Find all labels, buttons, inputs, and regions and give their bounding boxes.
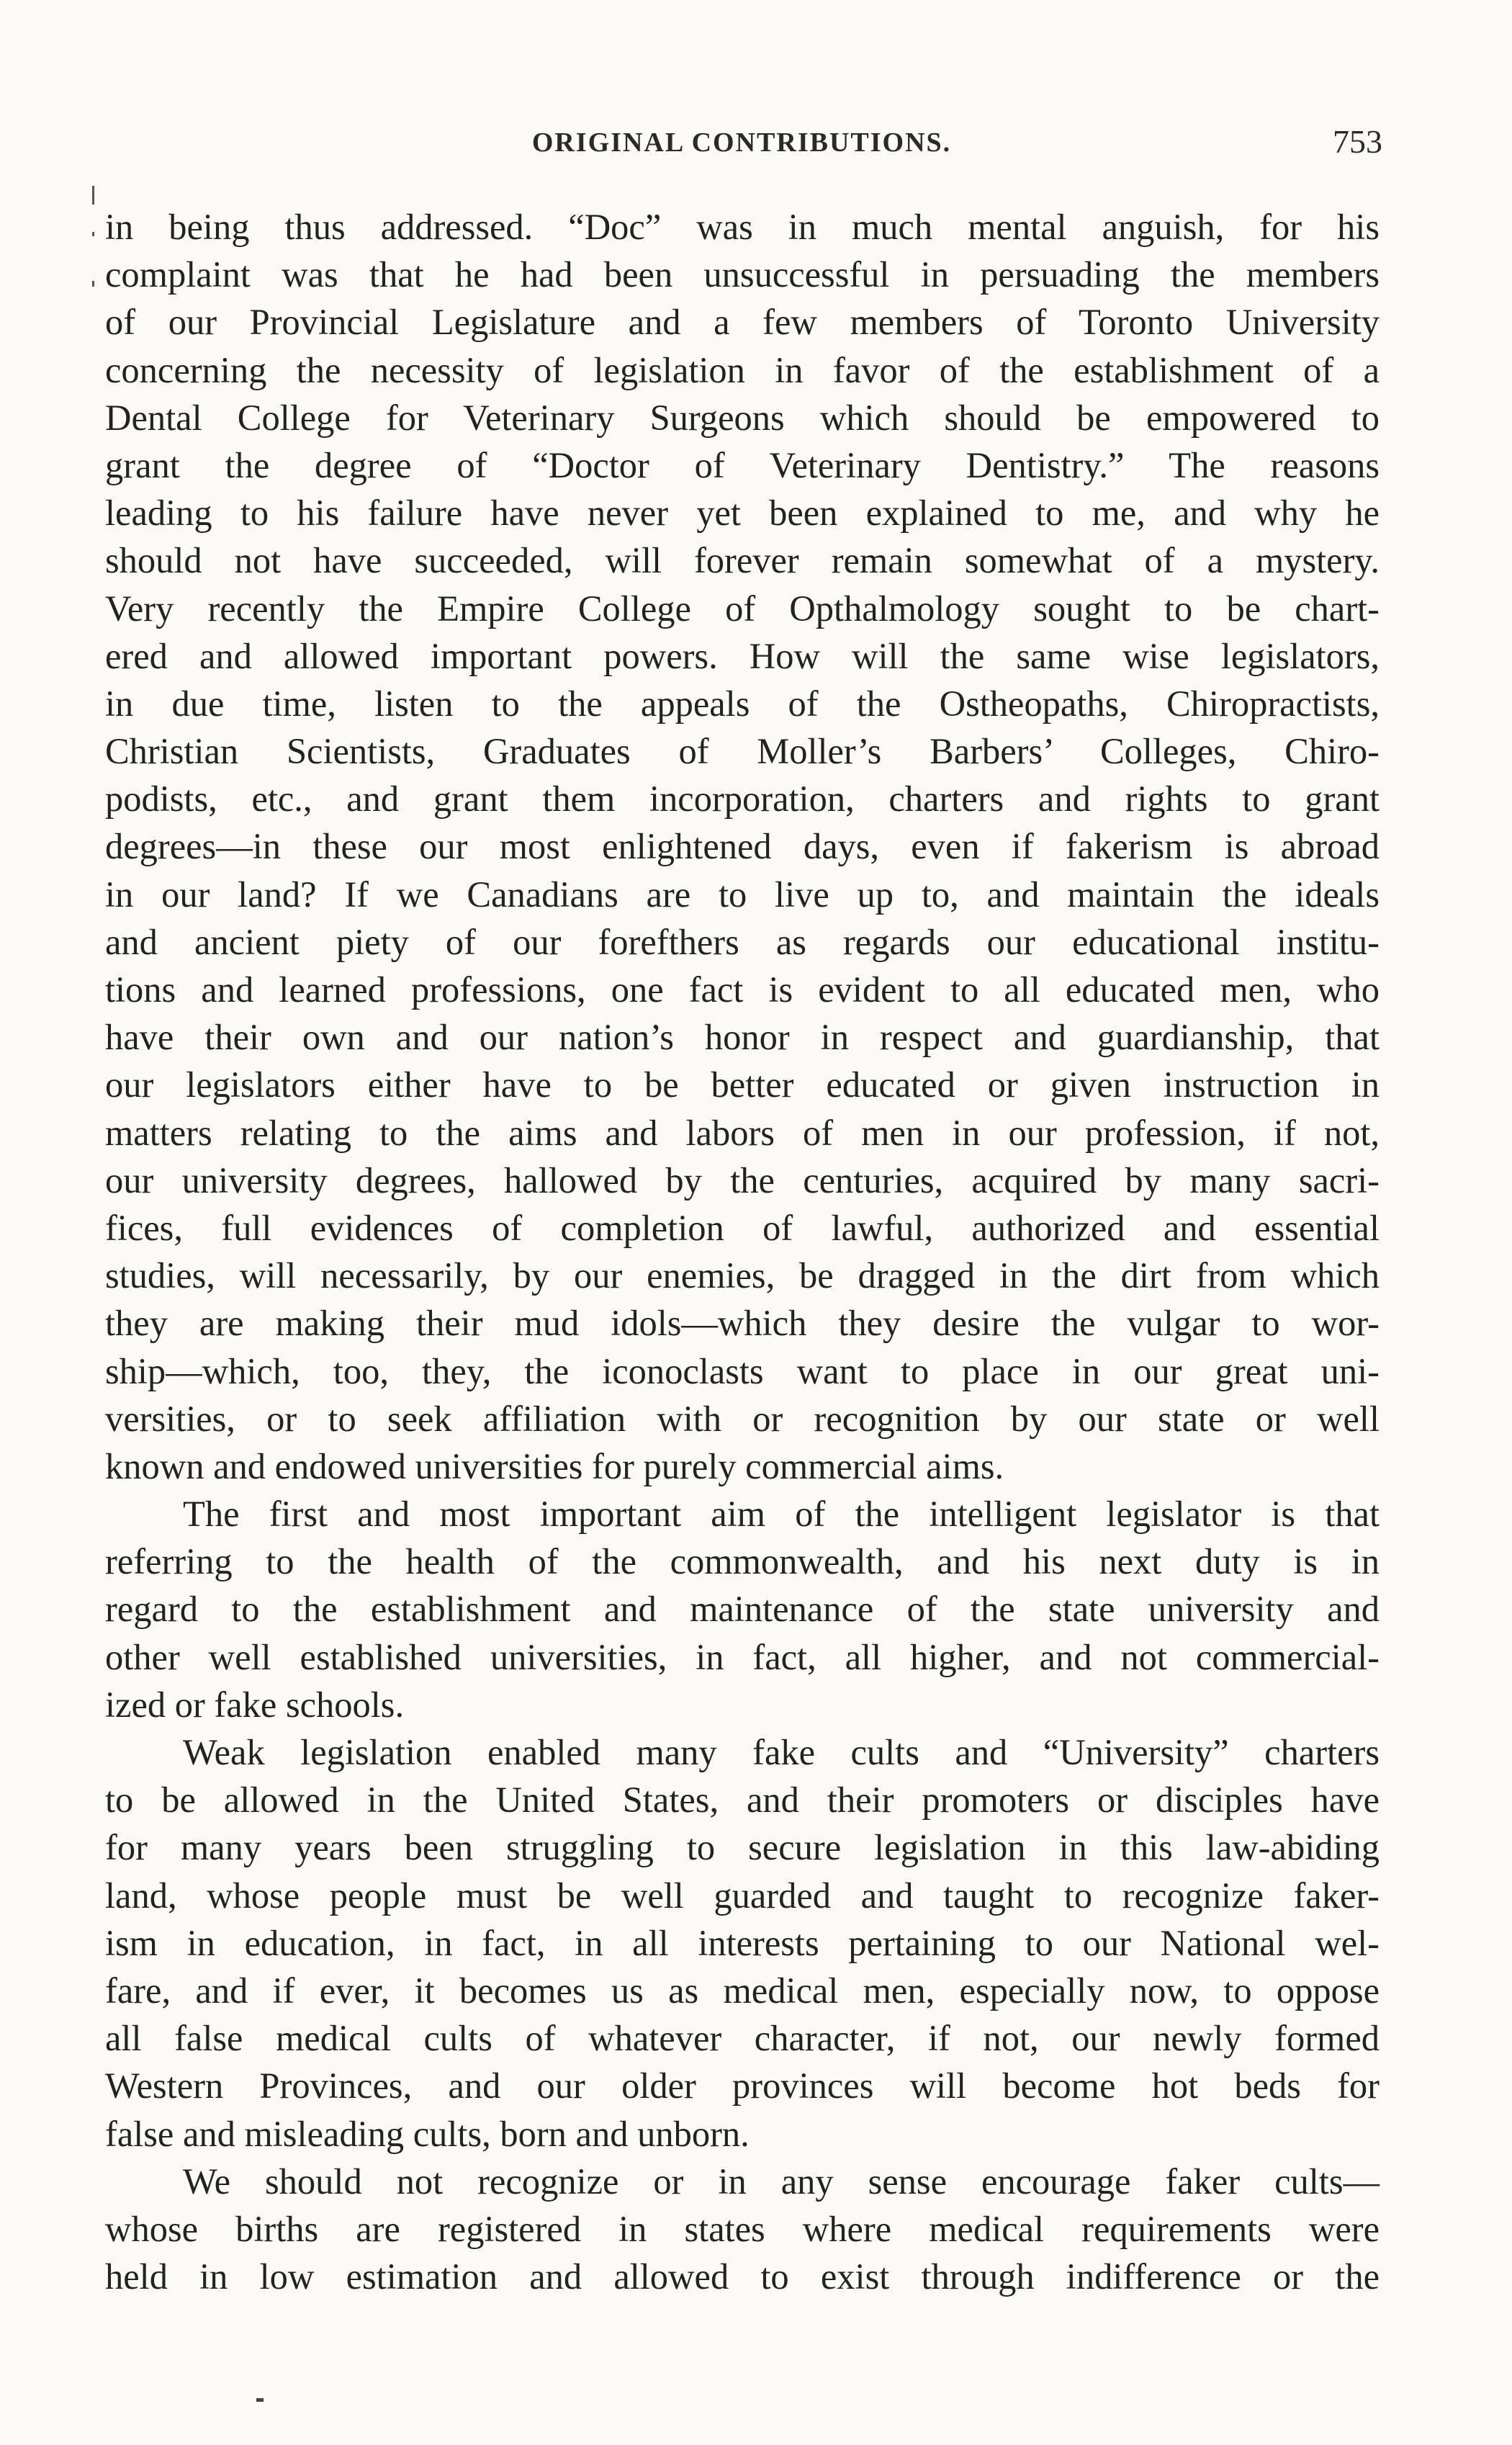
text-line: degrees—in these our most enlightened days, even if fakerism is abroad <box>105 826 1380 867</box>
text-line: of our Provincial Legislature and a few members of Toronto University <box>105 302 1380 343</box>
text-line: our university degrees, hallowed by the centuries, acquired by many sacri- <box>105 1159 1380 1201</box>
text-line: studies, will necessarily, by our enemies, be dragged in the dirt from which <box>105 1255 1380 1296</box>
margin-mark <box>92 232 94 236</box>
text-line: Dental College for Veterinary Surgeons which should be empowered to <box>105 397 1380 438</box>
text-line: Very recently the Empire College of Opthalmology sought to be chart- <box>105 588 1380 629</box>
text-line: have their own and our nation’s honor in respect and guardianship, that <box>105 1017 1380 1058</box>
text-line: for many years been struggling to secure legislation in this law-abiding <box>105 1827 1380 1868</box>
text-line: podists, etc., and grant them incorporation, charters and rights to grant <box>105 779 1380 820</box>
page-number: 753 <box>1333 123 1382 160</box>
margin-mark <box>92 281 94 287</box>
text-line: versities, or to seek affiliation with or recognition by our state or well <box>105 1398 1380 1439</box>
text-line: leading to his failure have never yet been explained to me, and why he <box>105 493 1380 534</box>
running-title: ORIGINAL CONTRIBUTIONS. <box>531 127 952 158</box>
footer-mark <box>256 2398 264 2402</box>
paragraph-first-line: We should not recognize or in any sense encourage faker cults— <box>183 2161 1380 2202</box>
text-line: ered and allowed important powers. How will the same wise legislators, <box>105 635 1380 676</box>
text-line: regard to the establishment and maintenance of the state university and <box>105 1589 1380 1630</box>
text-line: ism in education, in fact, in all interests pertaining to our National wel- <box>105 1922 1380 1963</box>
text-line: land, whose people must be well guarded and taught to recognize faker- <box>105 1875 1380 1916</box>
text-line: fare, and if ever, it becomes us as medical men, especially now, to oppose <box>105 1970 1380 2011</box>
text-line: tions and learned professions, one fact is evident to all educated men, who <box>105 969 1380 1010</box>
text-line: held in low estimation and allowed to exist through indifference or the <box>105 2256 1380 2297</box>
body-text <box>105 203 1380 2300</box>
text-line: fices, full evidences of completion of lawful, authorized and essential <box>105 1207 1380 1248</box>
text-line: all false medical cults of whatever character, if not, our newly formed <box>105 2018 1380 2059</box>
text-line: in being thus addressed. “Doc” was in much mental anguish, for his <box>105 207 1380 247</box>
text-line: whose births are registered in states where medical requirements were <box>105 2208 1380 2249</box>
text-line: in our land? If we Canadians are to live up to, and maintain the ideals <box>105 874 1380 915</box>
text-line: in due time, listen to the appeals of the Ostheopaths, Chiropractists, <box>105 683 1380 724</box>
text-line: should not have succeeded, will forever remain somewhat of a mystery. <box>105 540 1380 581</box>
text-line: Christian Scientists, Graduates of Moller’s Barbers’ Colleges, Chiro- <box>105 731 1380 772</box>
text-line: referring to the health of the commonwealth, and his next duty is in <box>105 1541 1380 1582</box>
text-line: Western Provinces, and our older provinces will become hot beds for <box>105 2065 1380 2107</box>
text-line: ship—which, too, they, the iconoclasts want to place in our great uni- <box>105 1350 1380 1391</box>
paragraph-first-line: Weak legislation enabled many fake cults and “University” charters <box>183 1732 1380 1772</box>
paragraph-end-line: false and misleading cults, born and unborn. <box>105 2113 750 2154</box>
paragraph-end-line: ized or fake schools. <box>105 1684 405 1725</box>
text-line: matters relating to the aims and labors of men in our profession, if not, <box>105 1112 1380 1153</box>
text-line: and ancient piety of our forefthers as regards our educational institu- <box>105 921 1380 962</box>
text-line: to be allowed in the United States, and their promoters or disciples have <box>105 1780 1380 1821</box>
running-header <box>101 122 1382 166</box>
text-line: grant the degree of “Doctor of Veterinary Dentistry.” The reasons <box>105 444 1380 485</box>
margin-mark <box>92 186 94 205</box>
text-line: complaint was that he had been unsuccessful in persuading the members <box>105 254 1380 295</box>
paragraph-first-line: The first and most important aim of the intelligent legislator is that <box>183 1494 1380 1535</box>
text-line: our legislators either have to be better educated or given instruction in <box>105 1064 1380 1105</box>
paragraph-end-line: known and endowed universities for purely commercial aims. <box>105 1445 1004 1486</box>
text-line: they are making their mud idols—which they desire the vulgar to wor- <box>105 1303 1380 1344</box>
text-line: other well established universities, in fact, all higher, and not commercial- <box>105 1636 1380 1677</box>
text-line: concerning the necessity of legislation in favor of the establishment of a <box>105 349 1380 390</box>
